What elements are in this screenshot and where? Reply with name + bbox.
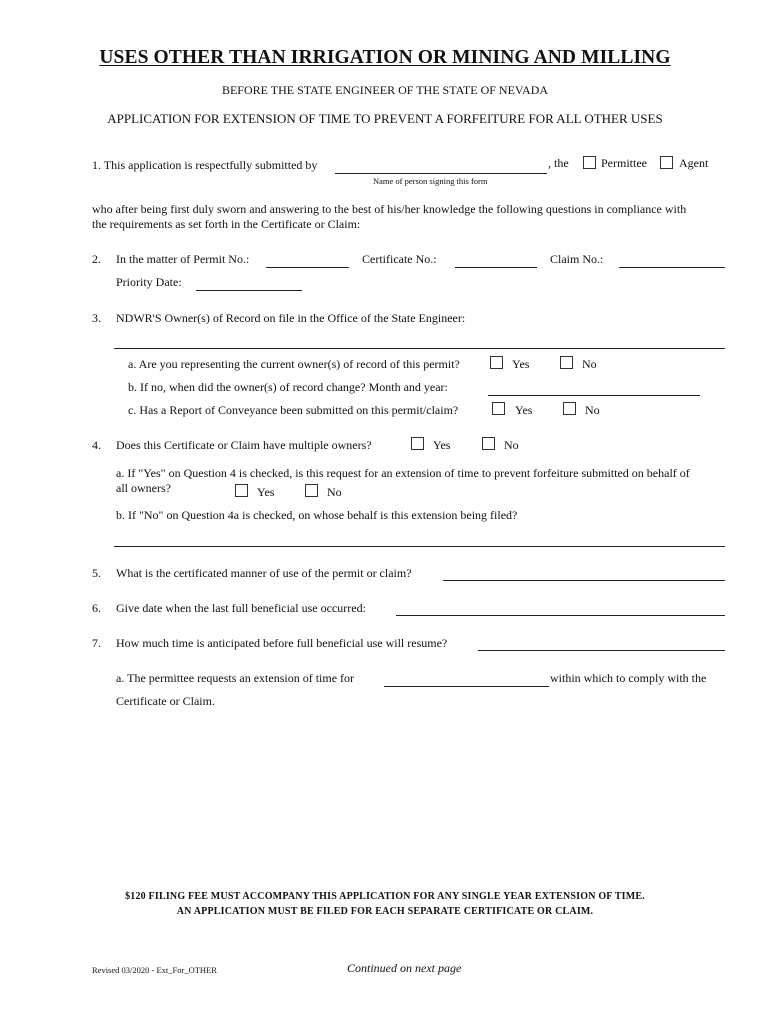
q3c-text: c. Has a Report of Conveyance been submitted on this permit/claim? [128, 403, 459, 417]
q6-text: Give date when the last full beneficial use occurred: [116, 601, 366, 615]
last-use-date-field[interactable] [396, 615, 725, 616]
owner-change-date-field[interactable] [488, 395, 700, 396]
q4b-text: b. If "No" on Question 4a is checked, on whose behalf is this extension being filed? [116, 508, 518, 522]
certificate-no-label: Certificate No.: [362, 252, 437, 266]
subtitle: BEFORE THE STATE ENGINEER OF THE STATE OF NEVADA [221, 83, 549, 97]
fee-notice-line-2: AN APPLICATION MUST BE FILED FOR EACH SEPARATE CERTIFICATE OR CLAIM. [176, 906, 594, 917]
q4-number: 4. [92, 438, 101, 452]
owner-of-record-field[interactable] [114, 348, 725, 349]
permit-no-label: In the matter of Permit No.: [116, 252, 250, 266]
permittee-checkbox[interactable] [583, 156, 596, 169]
q3c-yes-checkbox[interactable] [492, 402, 505, 415]
claim-no-label: Claim No.: [550, 252, 604, 266]
q7-text: How much time is anticipated before full beneficial use will resume? [116, 636, 448, 650]
behalf-of-field[interactable] [114, 546, 725, 547]
q3a-no-checkbox[interactable] [560, 356, 573, 369]
extension-time-field[interactable] [384, 686, 549, 687]
q3a-yes-label: Yes [512, 357, 530, 371]
permit-no-field[interactable] [266, 267, 349, 268]
agent-checkbox[interactable] [660, 156, 673, 169]
q3c-no-label: No [585, 403, 600, 417]
priority-date-field[interactable] [196, 290, 302, 291]
fee-notice-line-1: $120 FILING FEE MUST ACCOMPANY THIS APPLICATION FOR ANY SINGLE YEAR EXTENSION OF TIME. [125, 891, 645, 902]
q4-yes-checkbox[interactable] [411, 437, 424, 450]
claim-no-field[interactable] [619, 267, 725, 268]
application-title: APPLICATION FOR EXTENSION OF TIME TO PREVENT A FORFEITURE FOR ALL OTHER USES [107, 111, 663, 126]
q3-number: 3. [92, 311, 101, 325]
revision-footer: Revised 03/2020 - Ext_For_OTHER [92, 965, 217, 975]
permittee-label: Permittee [601, 156, 647, 170]
q4-text: Does this Certificate or Claim have multiple owners? [116, 438, 372, 452]
sworn-line-1: who after being first duly sworn and answering to the best of his/her knowledge the following questions in compliance with [92, 202, 687, 216]
q3-text: NDWR'S Owner(s) of Record on file in the Office of the State Engineer: [116, 311, 466, 325]
agent-label: Agent [679, 156, 709, 170]
page-title: USES OTHER THAN IRRIGATION OR MINING AND MILLING [99, 47, 671, 68]
q4a-yes-checkbox[interactable] [235, 484, 248, 497]
q3a-text: a. Are you representing the current owner(s) of record of this permit? [128, 357, 460, 371]
q3a-yes-checkbox[interactable] [490, 356, 503, 369]
sworn-line-2: the requirements as set forth in the Certificate or Claim: [92, 217, 361, 231]
q3c-yes-label: Yes [515, 403, 533, 417]
manner-of-use-field[interactable] [443, 580, 725, 581]
continued-footer: Continued on next page [347, 961, 462, 975]
signer-name-caption: Name of person signing this form [373, 176, 488, 186]
q2-number: 2. [92, 252, 101, 266]
q7a-text: a. The permittee requests an extension of time for [116, 671, 355, 685]
q7a-within-text: within which to comply with the [550, 671, 707, 685]
q3c-no-checkbox[interactable] [563, 402, 576, 415]
q4a-line-2: all owners? [116, 481, 171, 495]
q1-text: 1. This application is respectfully submitted by [92, 158, 318, 172]
q4-no-label: No [504, 438, 519, 452]
priority-date-label: Priority Date: [116, 275, 182, 289]
q7-number: 7. [92, 636, 101, 650]
q4-yes-label: Yes [433, 438, 451, 452]
certificate-no-field[interactable] [455, 267, 537, 268]
time-anticipated-field[interactable] [478, 650, 725, 651]
q4-no-checkbox[interactable] [482, 437, 495, 450]
q7a-line-2: Certificate or Claim. [116, 694, 215, 708]
q4a-no-checkbox[interactable] [305, 484, 318, 497]
q3b-text: b. If no, when did the owner(s) of record change? Month and year: [128, 380, 448, 394]
q5-number: 5. [92, 566, 101, 580]
q5-text: What is the certificated manner of use of the permit or claim? [116, 566, 412, 580]
q6-number: 6. [92, 601, 101, 615]
q4a-yes-label: Yes [257, 485, 275, 499]
q1-the-label: , the [548, 156, 569, 170]
q4a-line-1: a. If "Yes" on Question 4 is checked, is this request for an extension of time to prevent forfeiture submitted on behalf of [116, 466, 690, 480]
q4a-no-label: No [327, 485, 342, 499]
q3a-no-label: No [582, 357, 597, 371]
signer-name-field[interactable] [335, 173, 547, 174]
